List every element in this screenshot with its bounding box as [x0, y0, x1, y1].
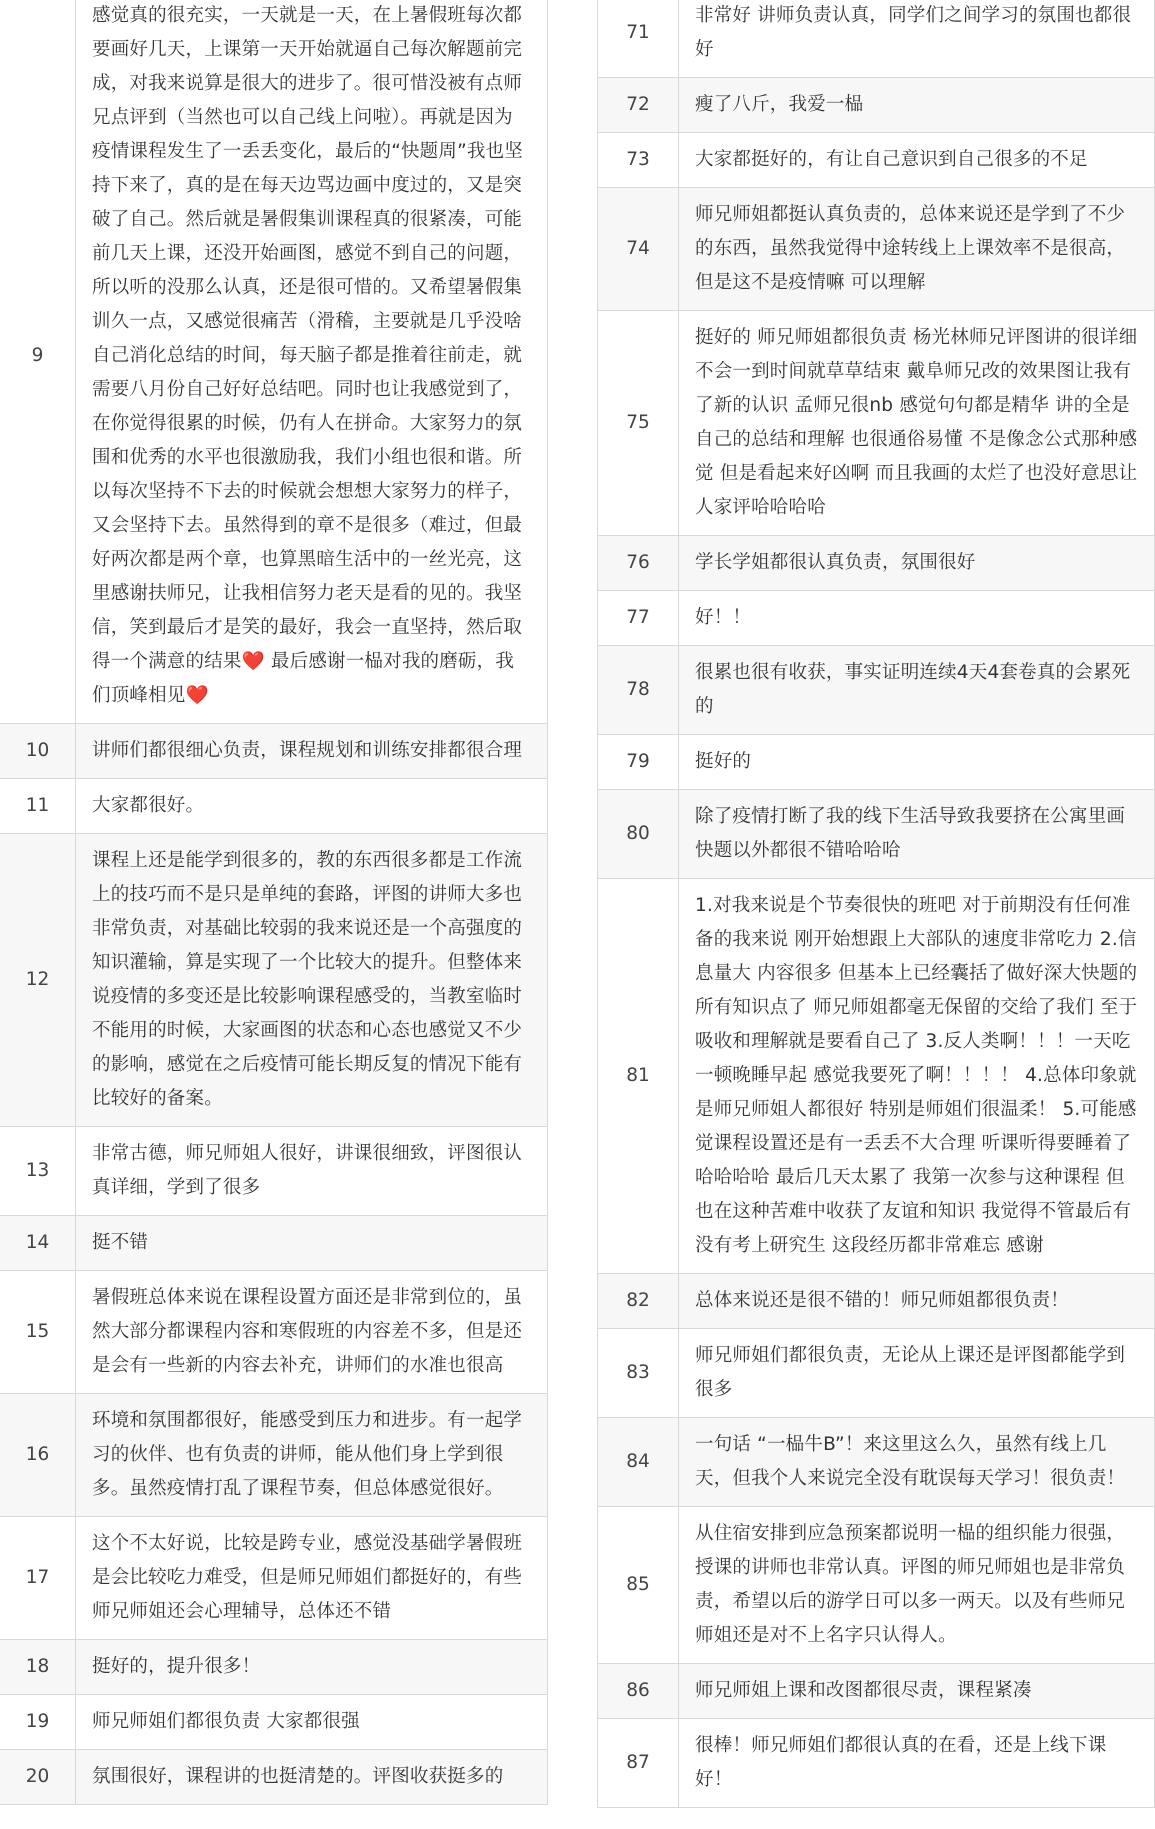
right-feedback-table-column	[597, 0, 1155, 1808]
table-row	[598, 879, 1155, 1274]
feedback-text: 挺好的	[679, 735, 1155, 790]
feedback-text: 氛围很好，课程讲的也挺清楚的。评图收获挺多的	[76, 1750, 548, 1805]
feedback-text: 大家都挺好的，有让自己意识到自己很多的不足	[679, 133, 1155, 188]
feedback-text: 师兄师姐都挺认真负责的，总体来说还是学到了不少的东西，虽然我觉得中途转线上上课效率不是很高，但是这不是疫情嘛 可以理解	[679, 188, 1155, 311]
table-row	[598, 1418, 1155, 1507]
feedback-text: 挺好的，提升很多！	[76, 1640, 548, 1695]
left-feedback-table-column	[0, 0, 548, 1805]
feedback-text: 总体来说还是很不错的！师兄师姐都很负责！	[679, 1274, 1155, 1329]
table-row	[0, 1640, 548, 1695]
table-row	[598, 311, 1155, 536]
feedback-text: 师兄师姐上课和改图都很尽责，课程紧凑	[679, 1664, 1155, 1719]
row-number: 72	[598, 78, 679, 133]
feedback-text: 这个不太好说，比较是跨专业，感觉没基础学暑假班是会比较吃力难受，但是师兄师姐们都挺好的，有些师兄师姐还会心理辅导，总体还不错	[76, 1517, 548, 1640]
table-row	[0, 1517, 548, 1640]
feedback-text: 1.对我来说是个节奏很快的班吧 对于前期没有任何准备的我来说 刚开始想跟上大部队的速度非常吃力 2.信息量大 内容很多 但基本上已经囊括了做好深大快题的所有知识点了 师兄师姐都毫无保留的交给了我们 至于吸收和理解就是要看自己了 3.反人类啊！！！一天吃一顿晚睡早起 感觉我要死了啊！！！！ 4.总体印象就是师兄师姐人都很好 特别是师姐们很温柔！ 5.可能感觉课程设置还是有一丢丢不大合理 听课听得要睡着了哈哈哈哈 最后几天太累了 我第一次参与这种课程 但也在这种苦难中收获了友谊和知识 我觉得不管最后有没有考上研究生 这段经历都非常难忘 感谢	[679, 879, 1155, 1274]
table-row	[598, 646, 1155, 735]
left-feedback-table	[0, 0, 548, 1805]
row-number: 19	[0, 1695, 76, 1750]
table-row	[598, 1329, 1155, 1418]
table-row	[0, 1127, 548, 1216]
row-number: 14	[0, 1216, 76, 1271]
row-number: 17	[0, 1517, 76, 1640]
row-number: 10	[0, 724, 76, 779]
row-number: 13	[0, 1127, 76, 1216]
row-number: 9	[0, 0, 76, 724]
row-number: 85	[598, 1507, 679, 1664]
table-row	[0, 724, 548, 779]
feedback-text: 挺不错	[76, 1216, 548, 1271]
table-row	[598, 1507, 1155, 1664]
row-number: 15	[0, 1271, 76, 1394]
feedback-text: 一句话 “一榀牛B”！来这里这么久，虽然有线上几天，但我个人来说完全没有耽误每天学习！很负责！	[679, 1418, 1155, 1507]
table-row	[598, 1274, 1155, 1329]
table-row	[598, 1719, 1155, 1808]
row-number: 87	[598, 1719, 679, 1808]
feedback-text: 从住宿安排到应急预案都说明一榀的组织能力很强，授课的讲师也非常认真。评图的师兄师姐也是非常负责，希望以后的游学日可以多一两天。以及有些师兄师姐还是对不上名字只认得人。	[679, 1507, 1155, 1664]
row-number: 16	[0, 1394, 76, 1517]
row-number: 79	[598, 735, 679, 790]
right-feedback-table	[597, 0, 1155, 1808]
table-row	[0, 1216, 548, 1271]
row-number: 86	[598, 1664, 679, 1719]
table-row	[598, 790, 1155, 879]
feedback-text: 瘦了八斤，我爱一榀	[679, 78, 1155, 133]
feedback-text: 环境和氛围都很好，能感受到压力和进步。有一起学习的伙伴、也有负责的讲师，能从他们身上学到很多。虽然疫情打乱了课程节奏，但总体感觉很好。	[76, 1394, 548, 1517]
table-row	[598, 78, 1155, 133]
table-row	[598, 735, 1155, 790]
table-row	[0, 1271, 548, 1394]
feedback-text: 学长学姐都很认真负责，氛围很好	[679, 536, 1155, 591]
row-number: 82	[598, 1274, 679, 1329]
feedback-text: 师兄师姐们都很负责，无论从上课还是评图都能学到很多	[679, 1329, 1155, 1418]
table-row	[598, 0, 1155, 78]
table-row	[598, 536, 1155, 591]
feedback-text: 非常古德，师兄师姐人很好，讲课很细致，评图很认真详细，学到了很多	[76, 1127, 548, 1216]
row-number: 73	[598, 133, 679, 188]
feedback-text: 大家都很好。	[76, 779, 548, 834]
table-row	[0, 0, 548, 724]
table-row	[0, 1394, 548, 1517]
feedback-text: 非常好 讲师负责认真，同学们之间学习的氛围也都很好	[679, 0, 1155, 78]
table-row	[0, 1695, 548, 1750]
feedback-text: 暑假班总体来说在课程设置方面还是非常到位的，虽然大部分都课程内容和寒假班的内容差不多，但是还是会有一些新的内容去补充，讲师们的水准也很高	[76, 1271, 548, 1394]
row-number: 76	[598, 536, 679, 591]
feedback-text: 师兄师姐们都很负责 大家都很强	[76, 1695, 548, 1750]
feedback-text: 讲师们都很细心负责，课程规划和训练安排都很合理	[76, 724, 548, 779]
feedback-text: 挺好的 师兄师姐都很负责 杨光林师兄评图讲的很详细不会一到时间就草草结束 戴阜师兄改的效果图让我有了新的认识 孟师兄很nb 感觉句句都是精华 讲的全是自己的总结和理解 也很通俗易懂 不是像念公式那种感觉 但是看起来好凶啊 而且我画的太烂了也没好意思让人家评哈哈哈哈	[679, 311, 1155, 536]
table-row	[0, 1750, 548, 1805]
row-number: 71	[598, 0, 679, 78]
row-number: 12	[0, 834, 76, 1127]
table-row	[598, 1664, 1155, 1719]
feedback-text: 感觉真的很充实，一天就是一天，在上暑假班每次都要画好几天，上课第一天开始就逼自己每次解题前完成，对我来说算是很大的进步了。很可惜没被有点师兄点评到（当然也可以自己线上问啦）。再就是因为疫情课程发生了一丢丢变化，最后的“快题周”我也坚持下来了，真的是在每天边骂边画中度过的，又是突破了自己。然后就是暑假集训课程真的很紧凑，可能前几天上课，还没开始画图，感觉不到自己的问题，所以听的没那么认真，还是很可惜的。又希望暑假集训久一点，又感觉很痛苦（滑稽，主要就是几乎没啥自己消化总结的时间，每天脑子都是推着往前走，就需要八月份自己好好总结吧。同时也让我感觉到了，在你觉得很累的时候，仍有人在拼命。大家努力的氛围和优秀的水平也很激励我，我们小组也很和谐。所以每次坚持不下去的时候就会想想大家努力的样子，又会坚持下去。虽然得到的章不是很多（难过，但最好两次都是两个章，也算黑暗生活中的一丝光亮，这里感谢扶师兄，让我相信努力老天是看的见的。我坚信，笑到最后才是笑的最好，我会一直坚持，然后取得一个满意的结果❤️ 最后感谢一榀对我的磨砺，我们顶峰相见❤️	[76, 0, 548, 724]
row-number: 80	[598, 790, 679, 879]
row-number: 20	[0, 1750, 76, 1805]
row-number: 11	[0, 779, 76, 834]
row-number: 83	[598, 1329, 679, 1418]
feedback-text: 除了疫情打断了我的线下生活导致我要挤在公寓里画快题以外都很不错哈哈哈	[679, 790, 1155, 879]
row-number: 81	[598, 879, 679, 1274]
row-number: 18	[0, 1640, 76, 1695]
row-number: 84	[598, 1418, 679, 1507]
table-row	[598, 591, 1155, 646]
table-row	[598, 133, 1155, 188]
feedback-text: 好！！	[679, 591, 1155, 646]
row-number: 77	[598, 591, 679, 646]
feedback-text: 课程上还是能学到很多的，教的东西很多都是工作流上的技巧而不是只是单纯的套路，评图的讲师大多也非常负责，对基础比较弱的我来说还是一个高强度的知识灌输，算是实现了一个比较大的提升。但整体来说疫情的多变还是比较影响课程感受的，当教室临时不能用的时候，大家画图的状态和心态也感觉又不少的影响，感觉在之后疫情可能长期反复的情况下能有比较好的备案。	[76, 834, 548, 1127]
row-number: 78	[598, 646, 679, 735]
table-row	[598, 188, 1155, 311]
table-row	[0, 779, 548, 834]
row-number: 75	[598, 311, 679, 536]
table-row	[0, 834, 548, 1127]
row-number: 74	[598, 188, 679, 311]
feedback-text: 很累也很有收获，事实证明连续4天4套卷真的会累死的	[679, 646, 1155, 735]
feedback-text: 很棒！师兄师姐们都很认真的在看，还是上线下课好！	[679, 1719, 1155, 1808]
